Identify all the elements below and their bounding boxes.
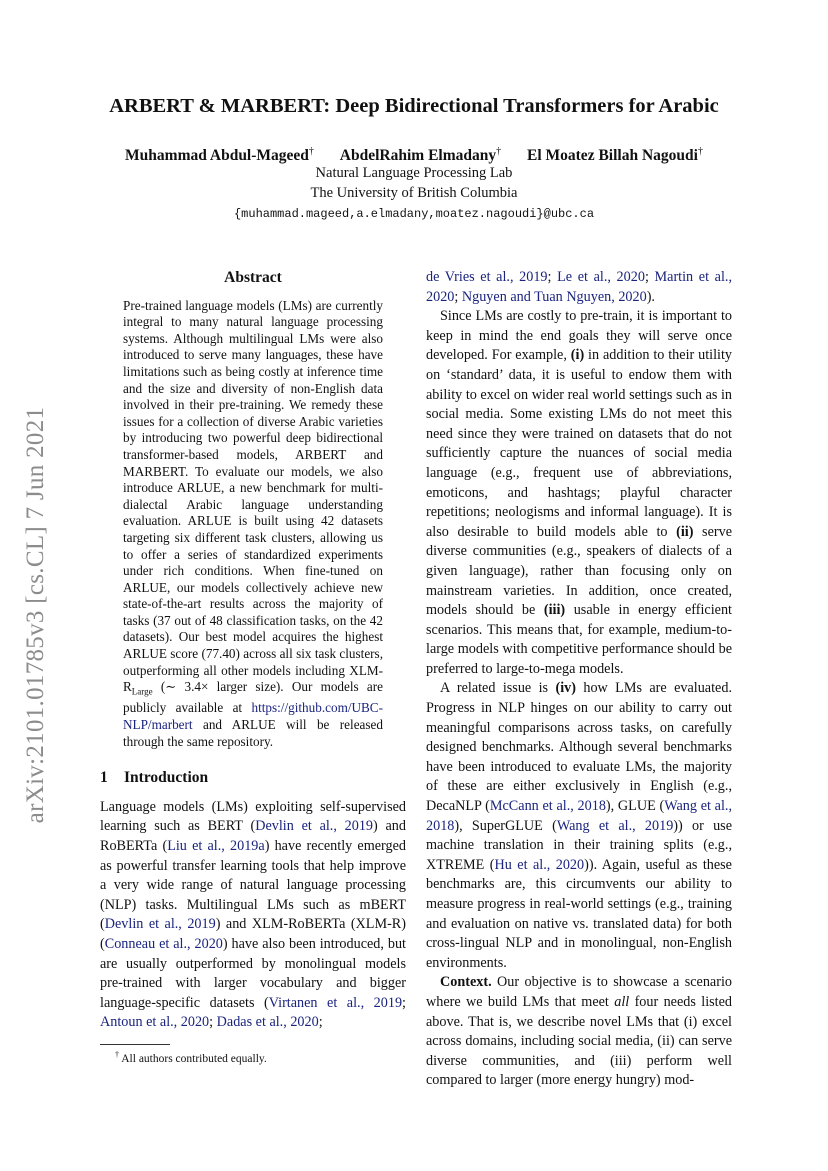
citation-link[interactable]: Virtanen et al., 2019 — [268, 994, 403, 1011]
author-emails: {muhammad.mageed,a.elmadany,moatez.nagoudi}@ubc.ca — [233, 207, 595, 221]
section-heading-introduction: 1 Introduction — [100, 769, 209, 787]
citation-link[interactable]: Le et al., 2020 — [557, 269, 645, 285]
citation-link[interactable]: McCann et al., 2018 — [489, 798, 606, 815]
right-column — [426, 268, 732, 1091]
citation-link[interactable]: Martin et al., 2020 — [426, 269, 732, 305]
left-column — [100, 268, 406, 1033]
abstract-body: Pre-trained language models (LMs) are currently integral to many natural language processing systems. Although multilingual LMs were also introduced to serve many languages, these have limitations such as being costly at inference time and the size and diversity of non-English data involved in their pre-training. We remedy these issues for a collection of diverse Arabic varieties by introducing two powerful deep bidirectional transformer-based models, ARBERT and MARBERT. To evaluate our models, we also introduce ARLUE, a new benchmark for multi-dialectal Arabic language understanding evaluation. ARLUE is built using 42 datasets targeting six different task clusters, allowing us to offer a series of standardized experiments under rich conditions. When fine-tuned on ARLUE, our models collectively achieve new state-of-the-art results across the majority of tasks (37 out of 48 classification tasks, on the 42 datasets). Our best model acquires the highest ARLUE score (77.40) across all six task clusters, outperforming all other models including XLM-$R_{Large}$ (∼ 3.4× larger size). Our models are publicly available at https://github.com/UBC-NLP/marbert and ARLUE will be released through the same repository. — [123, 297, 383, 749]
citation-link[interactable]: Antoun et al., 2020 — [100, 1014, 210, 1031]
citation-link[interactable]: Devlin et al., 2019 — [104, 916, 216, 933]
intro-paragraph-1: Language models (LMs) exploiting self-supervised learning such as BERT (Devlin et al., 2019) and RoBERTa (Liu et al., 2019a) have recently emerged as powerful transfer learning tools that help improve a very wide range of natural language processing (NLP) tasks. Multilingual LMs such as mBERT (Devlin et al., 2019) and XLM-RoBERTa (XLM-R) (Conneau et al., 2020) have also been introduced, but are usually outperformed by monolingual models pre-trained with larger vocabulary and bigger language-specific datasets (Virtanen et al., 2019; Antoun et al., 2020; Dadas et al., 2020; — [100, 798, 407, 1031]
intro-paragraph-1-continued: de Vries et al., 2019; Le et al., 2020; Martin et al., 2020; Nguyen and Tuan Nguyen, 2020). — [426, 269, 732, 305]
paper-title: ARBERT & MARBERT: Deep Bidirectional Transformers for Arabic — [109, 95, 719, 117]
arxiv-identifier: arXiv:2101.01785v3 [cs.CL] 7 Jun 2021 — [22, 406, 49, 824]
author: El Moatez Billah Nagoudi† — [527, 146, 703, 165]
citation-link[interactable]: Conneau et al., 2020 — [104, 936, 223, 953]
citation-link[interactable]: Devlin et al., 2019 — [255, 818, 374, 835]
intro-paragraph-context: Context. Our objective is to showcase a scenario where we build LMs that meet all four needs listed above. That is, we describe novel LMs that (i) excel across domains, including social media, (ii) can serve diverse communities, and (iii) perform well compared to larger (more energy hungry) mod- — [426, 974, 732, 1089]
intro-paragraph-3: A related issue is (iv) how LMs are evaluated. Progress in NLP hinges on our ability to carry out meaningful comparisons across tasks, on carefully designed benchmarks. Although several benchmarks have been introduced to evaluate LMs, the majority of these are either exclusively in English (e.g., DecaNLP (McCann et al., 2018), GLUE (Wang et al., 2018), SuperGLUE (Wang et al., 2019)) or use machine translation in their training splits (e.g., XTREME (Hu et al., 2020)). Again, useful as these benchmarks are, this circumvents our ability to measure progress in real-world settings (e.g., training and evaluation on native vs. translated data) for both cross-lingual NLP and in monolingual, non-English environments. — [426, 680, 733, 971]
author: Muhammad Abdul-Mageed† — [125, 146, 314, 165]
context-lead: Context. — [440, 974, 492, 991]
citation-link[interactable]: de Vries et al., 2019 — [426, 269, 548, 285]
intro-paragraph-2: Since LMs are costly to pre-train, it is important to keep in mind the end goals they will serve once developed. For example, (i) in addition to their utility on ‘standard’ data, it is useful to endow them with ability to excel on wider real world settings such as in social media. Some existing LMs do not meet this need since they were trained on datasets that do not sufficiently capture the nuances of social media language (e.g., frequent use of abbreviations, emoticons, and hashtags; playful character repetitions; neologisms and informal language). It is also desirable to build models able to (ii) serve diverse communities (e.g., speakers of dialects of a given language), rather than focusing only on mainstream varieties. In addition, once created, models should be (iii) usable in energy efficient scenarios. This means that, for example, medium-to-large models with competitive performance should be preferred to large-to-mega models. — [426, 308, 732, 677]
citation-link[interactable]: Liu et al., 2019a — [167, 838, 265, 855]
author: AbdelRahim Elmadany† — [339, 146, 502, 165]
citation-link[interactable]: Dadas et al., 2020 — [216, 1014, 319, 1031]
repository-link[interactable]: https://github.com/UBC-NLP/marbert — [123, 700, 383, 733]
author-list — [0, 146, 828, 165]
citation-link[interactable]: Wang et al., 2018 — [426, 798, 733, 834]
arxiv-sidebar — [14, 380, 58, 850]
citation-link[interactable]: Wang et al., 2019 — [556, 817, 674, 834]
affiliation-lab: Natural Language Processing Lab — [315, 165, 513, 181]
abstract-heading: Abstract — [224, 269, 282, 286]
citation-link[interactable]: Hu et al., 2020 — [494, 856, 585, 873]
footnote-rule — [100, 1044, 170, 1045]
footnote: † All authors contributed equally. — [115, 1050, 267, 1065]
affiliation-university: The University of British Columbia — [310, 185, 518, 201]
citation-link[interactable]: Nguyen and Tuan Nguyen, 2020 — [461, 288, 647, 305]
